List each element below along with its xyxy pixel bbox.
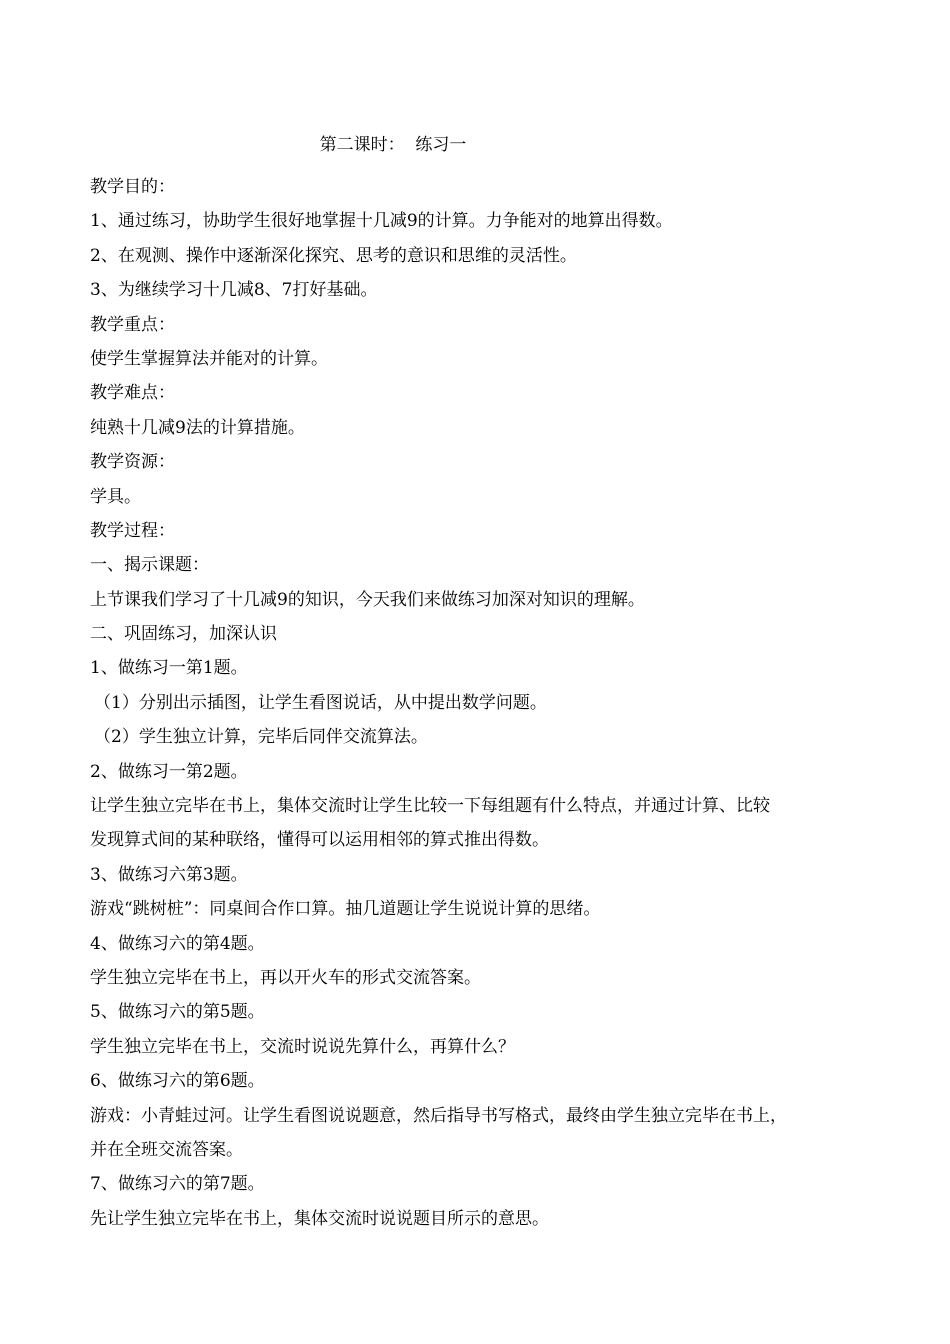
exercise-1-step-2: （2）学生独立计算，完毕后同伴交流算法。 [94,727,428,748]
section-1-text: 上节课我们学习了十几减9的知识，今天我们来做练习加深对知识的理解。 [90,589,645,610]
key-points-text: 使学生掌握算法并能对的计算。 [90,348,328,369]
exercise-1-step-1: （1）分别出示插图，让学生看图说话，从中提出数学问题。 [94,692,547,713]
heading-resources: 教学资源： [90,452,175,473]
exercise-7-heading: 7、做练习六的第7题。 [90,1174,265,1195]
lesson-body [90,170,880,1236]
exercise-2-text-line-2: 发现算式间的某种联络，懂得可以运用相邻的算式推出得数。 [90,830,549,851]
section-2-heading: 二、巩固练习，加深认识 [90,624,277,645]
exercise-4-heading: 4、做练习六的第4题。 [90,933,265,954]
exercise-5-text: 学生独立完毕在书上，交流时说说先算什么，再算什么？ [90,1036,515,1057]
lesson-title: 第二课时： 练习一 [319,135,467,155]
heading-teaching-goals: 教学目的： [90,177,175,197]
exercise-6-text-line-1: 游戏：小青蛙过河。让学生看图说说题意，然后指导书写格式，最终由学生独立完毕在书上， [90,1105,787,1126]
exercise-6-heading: 6、做练习六的第6题。 [90,1071,265,1092]
exercise-3-text: 游戏“跳树桩”：同桌间合作口算。抽几道题让学生说说计算的思绪。 [90,899,601,920]
exercise-2-heading: 2、做练习一第2题。 [90,761,248,782]
heading-difficulties: 教学难点： [90,383,175,404]
goal-item-1: 1、通过练习，协助学生很好地掌握十几减9的计算。力争能对的地算出得数。 [90,211,673,232]
exercise-5-heading: 5、做练习六的第5题。 [90,1002,265,1023]
exercise-4-text: 学生独立完毕在书上，再以开火车的形式交流答案。 [90,967,481,988]
goal-item-3: 3、为继续学习十几减8、7打好基础。 [90,280,378,301]
exercise-1-heading: 1、做练习一第1题。 [90,658,248,679]
difficulties-text: 纯熟十几减9法的计算措施。 [90,417,305,438]
exercise-3-heading: 3、做练习六第3题。 [90,864,248,885]
exercise-2-text-line-1: 让学生独立完毕在书上，集体交流时让学生比较一下每组题有什么特点，并通过计算、比较 [90,796,770,817]
heading-process: 教学过程： [90,520,175,541]
exercise-6-text-line-2: 并在全班交流答案。 [90,1139,243,1160]
goal-item-2: 2、在观测、操作中逐渐深化探究、思考的意识和思维的灵活性。 [90,245,577,266]
exercise-7-text: 先让学生独立完毕在书上，集体交流时说说题目所示的意思。 [90,1208,549,1229]
section-1-heading: 一、揭示课题： [90,555,209,576]
heading-key-points: 教学重点： [90,314,175,335]
resources-text: 学具。 [90,486,141,507]
